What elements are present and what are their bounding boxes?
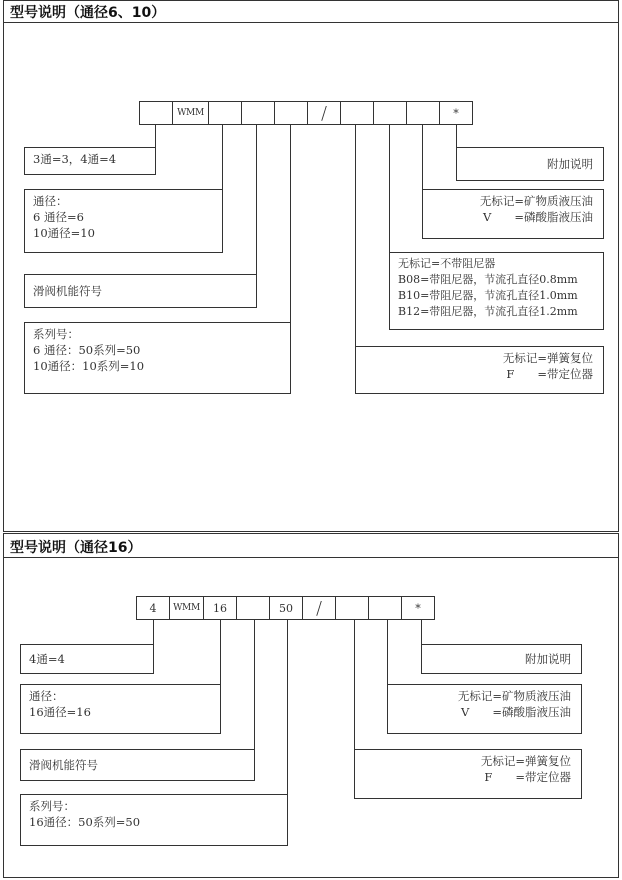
connector	[155, 125, 156, 148]
code-cell-orifice	[373, 101, 407, 125]
connector	[387, 620, 388, 685]
connector	[354, 620, 355, 750]
code-cell-diameter	[208, 101, 242, 125]
additional-box: 附加说明	[421, 644, 582, 674]
code-cell-ways	[139, 101, 173, 125]
code-cell-type: WMM	[169, 596, 204, 620]
connector	[220, 620, 221, 685]
code-cell-additional: *	[439, 101, 473, 125]
spool-symbol-box: 滑阀机能符号	[24, 274, 257, 308]
ways-box: 3通=3，4通=4	[24, 147, 156, 175]
ways-box: 4通=4	[20, 644, 154, 674]
orifice-box: 无标记=不带阻尼器 B08=带阻尼器，节流孔直径0.8mm B10=带阻尼器，节流孔直径1.0mm B12=带阻尼器，节流孔直径1.2mm	[389, 252, 604, 330]
connector	[290, 125, 291, 323]
code-cell-oil	[406, 101, 440, 125]
connector	[389, 125, 390, 253]
section-2-title: 型号说明（通径16）	[10, 540, 142, 556]
diameter-box: 通径： 16通径=16	[20, 684, 221, 734]
additional-box: 附加说明	[456, 147, 604, 181]
section-2-divider	[3, 557, 619, 558]
code-cell-reset	[335, 596, 369, 620]
code-cell-series	[274, 101, 308, 125]
connector	[256, 125, 257, 275]
code-cell-type: WMM	[172, 101, 209, 125]
connector	[153, 620, 154, 645]
series-box: 系列号： 6 通径：50系列=50 10通径：10系列=10	[24, 322, 291, 394]
section-2-code-row	[136, 596, 435, 620]
reset-box: 无标记=弹簧复位 F =带定位器	[354, 749, 582, 799]
connector	[222, 125, 223, 190]
code-cell-spool	[241, 101, 275, 125]
code-cell-spool	[236, 596, 270, 620]
oil-box: 无标记=矿物质液压油 V =磷酸脂液压油	[387, 684, 582, 734]
code-cell-oil	[368, 596, 402, 620]
section-1-title: 型号说明（通径6、10）	[10, 5, 166, 21]
code-cell-slash: /	[307, 101, 341, 125]
code-cell-series: 50	[269, 596, 303, 620]
connector	[254, 620, 255, 750]
code-cell-ways: 4	[136, 596, 170, 620]
connector	[355, 125, 356, 347]
connector	[456, 125, 457, 148]
code-cell-additional: *	[401, 596, 435, 620]
reset-box: 无标记=弹簧复位 F =带定位器	[355, 346, 604, 394]
spool-symbol-box: 滑阀机能符号	[20, 749, 255, 781]
oil-box: 无标记=矿物质液压油 V =磷酸脂液压油	[422, 189, 604, 239]
code-cell-slash: /	[302, 596, 336, 620]
connector	[287, 620, 288, 795]
connector	[421, 620, 422, 645]
section-1-code-row	[139, 101, 473, 125]
code-cell-reset	[340, 101, 374, 125]
section-1-divider	[3, 22, 619, 23]
series-box: 系列号： 16通径：50系列=50	[20, 794, 288, 846]
code-cell-diameter: 16	[203, 596, 237, 620]
diameter-box: 通径： 6 通径=6 10通径=10	[24, 189, 223, 253]
connector	[422, 125, 423, 190]
